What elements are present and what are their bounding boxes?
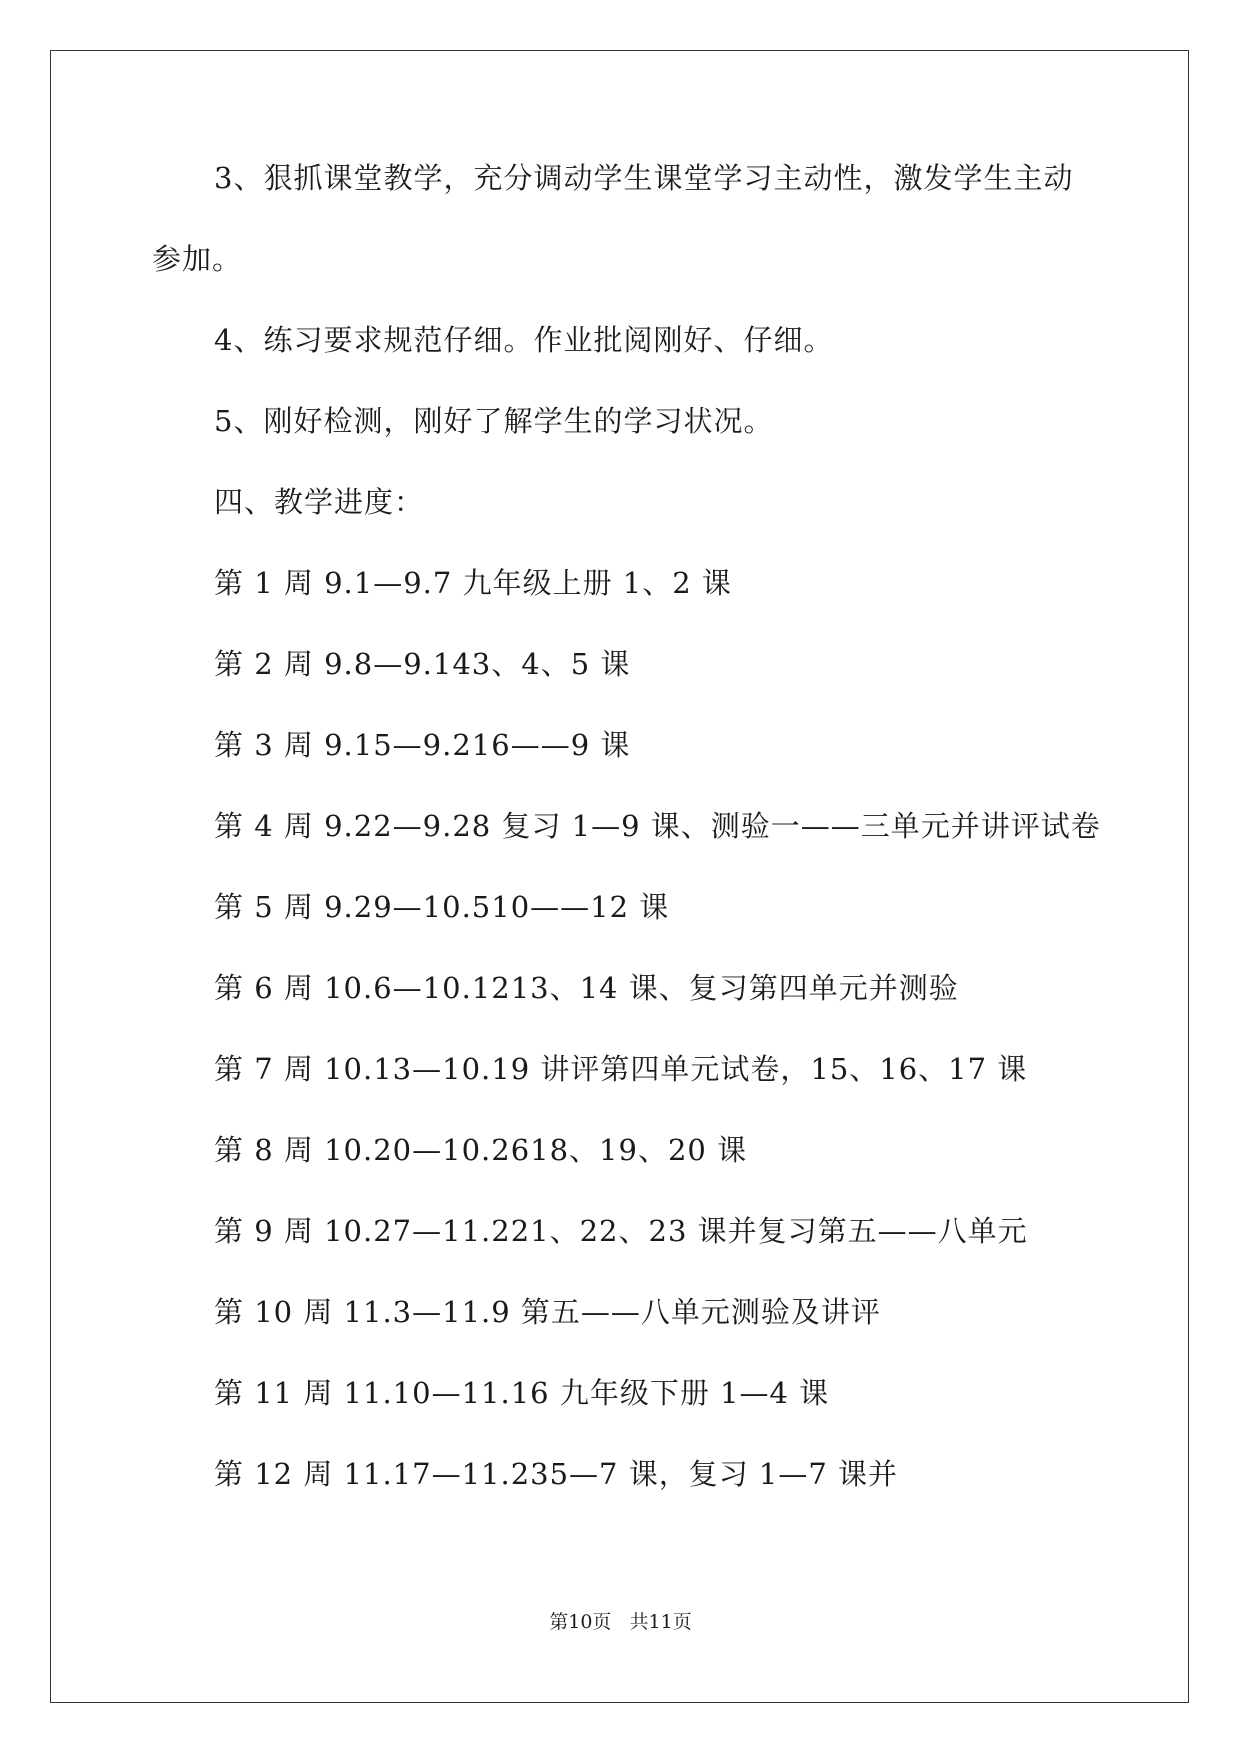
paragraph-line: 第 9 周 10.27—11.221、22、23 课并复习第五——八单元 (214, 1214, 1028, 1248)
paragraph-line: 四、教学进度： (214, 485, 425, 519)
paragraph-line: 第 2 周 9.8—9.143、4、5 课 (214, 647, 631, 681)
paragraph-line: 第 5 周 9.29—10.510——12 课 (214, 890, 670, 924)
paragraph-line: 第 10 周 11.3—11.9 第五——八单元测验及讲评 (214, 1295, 881, 1329)
paragraph-line: 4、练习要求规范仔细。作业批阅刚好、仔细。 (214, 323, 834, 357)
paragraph-line: 第 12 周 11.17—11.235—7 课，复习 1—7 课并 (214, 1457, 899, 1491)
paragraph-line: 3、狠抓课堂教学，充分调动学生课堂学习主动性，激发学生主动 (214, 161, 1074, 195)
paragraph-line: 5、刚好检测，刚好了解学生的学习状况。 (214, 404, 774, 438)
paragraph-line: 第 1 周 9.1—9.7 九年级上册 1、2 课 (214, 566, 732, 600)
paragraph-line: 第 4 周 9.22—9.28 复习 1—9 课、测验一——三单元并讲评试卷 (214, 809, 1101, 843)
paragraph-line: 参加。 (152, 242, 243, 276)
page-footer: 第10页 共11页 (549, 1611, 692, 1633)
paragraph-line: 第 7 周 10.13—10.19 讲评第四单元试卷，15、16、17 课 (214, 1052, 1028, 1086)
document-body (152, 158, 1101, 1535)
paragraph-line: 第 8 周 10.20—10.2618、19、20 课 (214, 1133, 748, 1167)
paragraph-line: 第 6 周 10.6—10.1213、14 课、复习第四单元并测验 (214, 971, 959, 1005)
paragraph-line: 第 3 周 9.15—9.216——9 课 (214, 728, 631, 762)
paragraph-line: 第 11 周 11.10—11.16 九年级下册 1—4 课 (214, 1376, 830, 1410)
